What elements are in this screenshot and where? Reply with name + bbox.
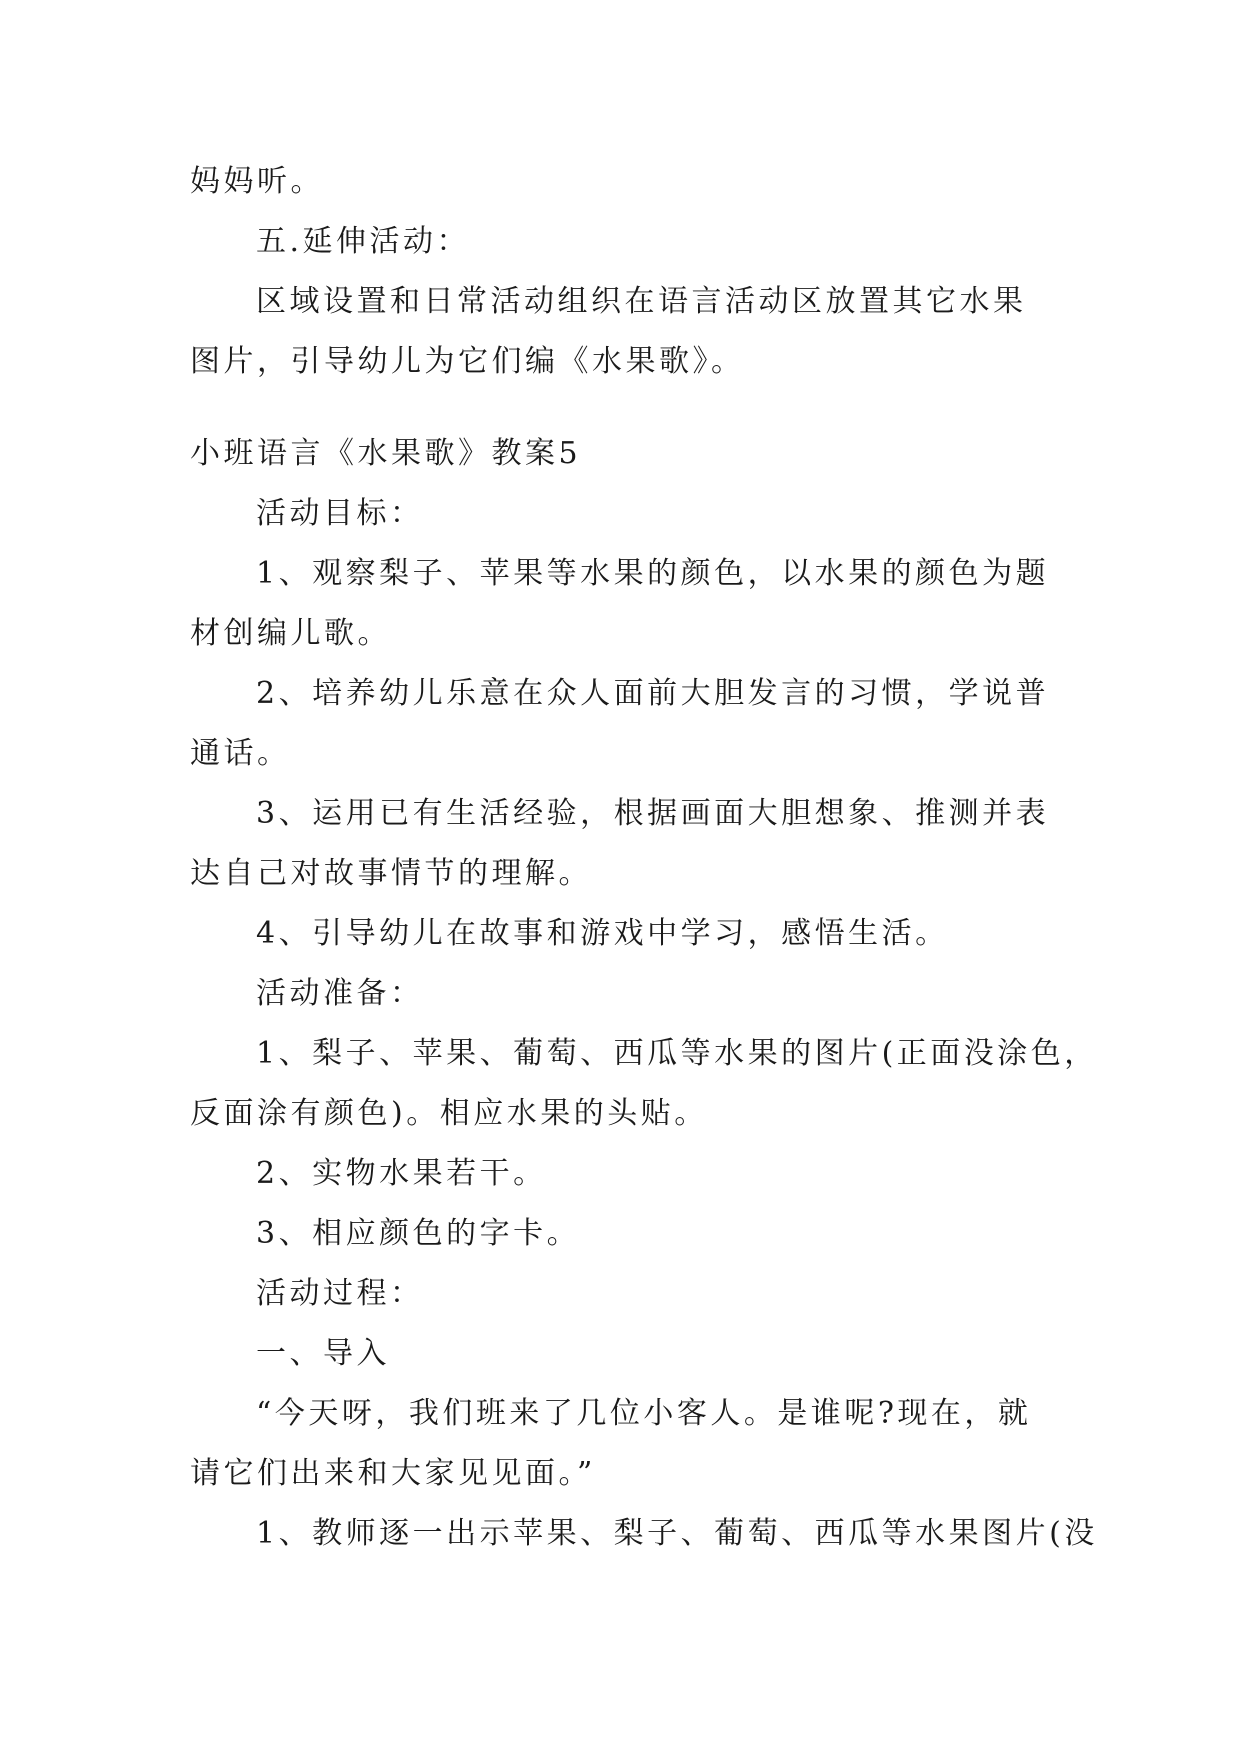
paragraph-line: 4、引导幼儿在故事和游戏中学习，感悟生活。 — [256, 916, 949, 951]
section-heading: 活动准备： — [256, 976, 424, 1011]
paragraph-line: 1、教师逐一出示苹果、梨子、葡萄、西瓜等水果图片(没 — [256, 1516, 1098, 1551]
paragraph-line: 请它们出来和大家见见面。” — [190, 1456, 596, 1491]
paragraph-line: 图片，引导幼儿为它们编《水果歌》。 — [190, 344, 745, 379]
paragraph-line: 区域设置和日常活动组织在语言活动区放置其它水果 — [256, 284, 1027, 319]
paragraph-line: 1、观察梨子、苹果等水果的颜色，以水果的颜色为题 — [256, 556, 1050, 591]
paragraph-line: 3、相应颜色的字卡。 — [256, 1216, 581, 1251]
paragraph-line: 达自己对故事情节的理解。 — [190, 856, 592, 891]
paragraph-line: 2、实物水果若干。 — [256, 1156, 547, 1191]
subsection-heading: 一、导入 — [256, 1336, 390, 1371]
paragraph-line: 材创编儿歌。 — [190, 616, 391, 651]
paragraph-line: 妈妈听。 — [190, 164, 324, 199]
document-body — [190, 152, 1098, 1564]
paragraph-line: “今天呀，我们班来了几位小客人。是谁呢?现在，就 — [256, 1396, 1032, 1431]
paragraph-line: 反面涂有颜色)。相应水果的头贴。 — [190, 1096, 708, 1131]
section-heading: 五.延伸活动： — [256, 224, 471, 259]
paragraph-line: 3、运用已有生活经验，根据画面大胆想象、推测并表 — [256, 796, 1050, 831]
spacer — [190, 392, 1060, 424]
paragraph-line: 2、培养幼儿乐意在众人面前大胆发言的习惯，学说普 — [256, 676, 1050, 711]
section-heading: 活动目标： — [256, 496, 424, 531]
paragraph-line: 1、梨子、苹果、葡萄、西瓜等水果的图片(正面没涂色， — [256, 1036, 1098, 1071]
section-heading: 活动过程： — [256, 1276, 424, 1311]
document-title: 小班语言《水果歌》教案5 — [190, 436, 582, 471]
paragraph-line: 通话。 — [190, 736, 291, 771]
